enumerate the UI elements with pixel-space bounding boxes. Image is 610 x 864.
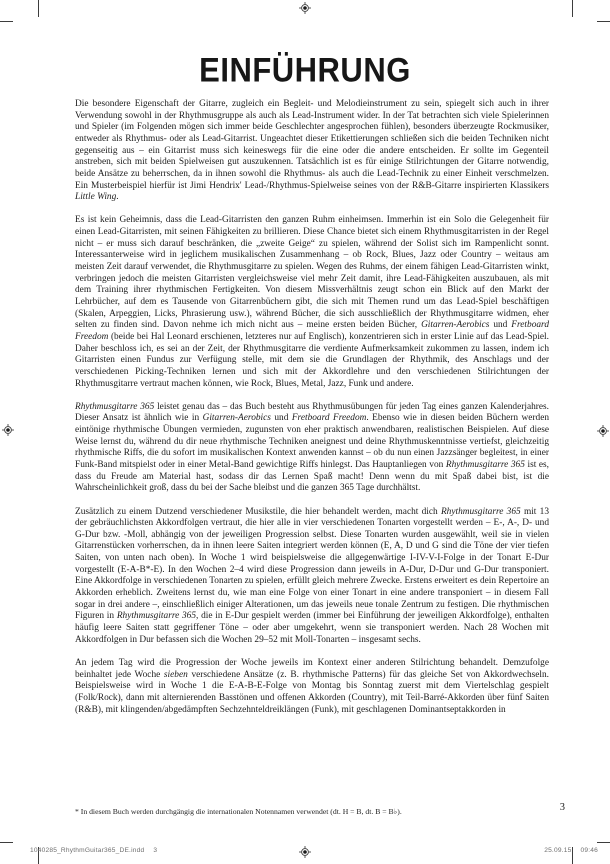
slug-time: 09:46 [580, 847, 598, 854]
crop-mark [0, 842, 13, 843]
registration-mark-icon [2, 424, 14, 436]
paragraph: Rhythmusgitarre 365 leistet genau das – das Buch besteht aus Rhythmusübungen für jeden Tag eines ganzen Kalenderjahres. Dieser Ansatz ist ähnlich wie in Gitarren-Aerobics und Fretboard Freedom. Ebenso wie in diesen beiden Büchern werden eintönige rhythmische Übungen vermieden, zugunsten von eher praktisch anwendbaren, realistischen Beispielen. Auf diese Weise lernst du, während du dir neue rhythmische Techniken aneignest und deine Rhythmuskenntnisse vertiefst, gleichzeitig rhythmische Riffs, die du sofort im musikalischen Kontext anwenden kannst – ob du nun einen Jazzsänger begleitest, in einer Funk-Band mitspielst oder in einer Metal-Band gewichtige Riffs hinlegst. Das Hauptanliegen von Rhythmusgitarre 365 ist es, dass du Freude am Material hast, sodass dir das Lernen Spaß macht! Denn wenn du mit Spaß dabei bist, ist die Wahrscheinlichkeit groß, dass du bei der Sache bleibst und die ganzen 365 Tage durchhältst. [75, 401, 550, 494]
slug-date: 25.09.15 [544, 847, 572, 854]
slug-line [30, 847, 157, 854]
crop-mark [38, 0, 39, 17]
page-title: EINFÜHRUNG [199, 50, 411, 90]
registration-mark-icon [299, 2, 311, 14]
article-body [75, 99, 549, 728]
slug-page: 3 [153, 847, 158, 854]
paragraph: An jedem Tag wird die Progression der Woche jeweils im Kontext einer anderen Stilrichtung behandelt. Demzufolge beinhaltet jede Woche sieben verschiedene Ansätze (z. B. rhythmische Patterns) für das gleiche Set von Akkordwechseln. Beispielsweise wird in Woche 1 die E-A-B-E-Folge von Montag bis Sonntag zuerst mit dem Viertelschlag gespielt (Folk/Rock), dann mit alternierenden Basstönen und offenen Akkorden (Country), mit Teil-Barré-Akkorden über fünf Saiten (R&B), mit klingenden/abgedämpften Sechzehnteldreiklängen (Funk), mit geschlagenen Dominantseptakkorden in [75, 657, 550, 715]
crop-mark [0, 21, 13, 22]
paragraph: Es ist kein Geheimnis, dass die Lead-Gitarristen den ganzen Ruhm einheimsen. Immerhin ist ein Solo die Gelegenheit für einen Lead-Gitarristen, mit seinen Fähigkeiten zu brillieren. Diese Chance bietet sich einem Rhythmusgitarristen in der Regel nicht – er muss sich darauf beschränken, die „zweite Geige“ zu spielen, während der Solist sich im Rampenlicht sonnt. Interessanterweise wird in jeglichem musikalischen Zusammenhang – ob Rock, Blues, Jazz oder Country – weitaus am meisten Zeit darauf verwendet, die Rhythmusgitarre zu spielen. Wegen des Ruhms, der einem fähigen Lead-Gitarristen winkt, verbringen jedoch die meisten Gitarristen vergleichsweise viel mehr Zeit damit, ihre Lead-Fähigkeiten auszubauen, als mit dem Training ihrer rhythmischen Fertigkeiten. Von diesem Missverhältnis zeugt schon ein Blick auf den Markt der Lehrbücher, auf dem es Tausende von Gitarrenbüchern gibt, die sich mit Themen rund um das Lead-Spiel beschäftigen (Skalen, Arpeggien, Licks, Phrasierung usw.), während Bücher, die sich ausschließlich der Rhythmusgitarre widmen, eher selten zu finden sind. Davon nehme ich mich nicht aus – meine ersten beiden Bücher, Gitarren-Aerobics und Fretboard Freedom (beide bei Hal Leonard erschienen, letzteres nur auf Englisch), konzentrieren sich in erster Linie auf das Lead-Spiel. Daher beschloss ich, es sei an der Zeit, der Rhythmusgitarre die verdiente Aufmerksamkeit zukommen zu lassen, indem ich Gitarristen einen Fundus zur Verfügung stelle, mit dem sie die Grundlagen der Rhythmik, des Anschlags und der verschiedenen Picking-Techniken lernen und sich mit der Akkordlehre und den verschiedenen Stilrichtungen der Rhythmusgitarre vertraut machen können, wie Rock, Blues, Metal, Jazz, Funk und andere. [75, 215, 549, 389]
paragraph: Zusätzlich zu einem Dutzend verschiedener Musikstile, die hier behandelt werden, macht dich Rhythmusgitarre 365 mit 13 der gebräuchlichsten Akkordfolgen vertraut, die hier alle in vier verschiedenen Tonarten vorgestellt werden – E-, A-, D- und G-Dur bzw. -Moll, abhängig von der jeweiligen Progression selbst. Diese Tonarten wurden ausgewählt, weil sie in vielen Gitarrenstücken vorherrschen, da in ihnen leere Saiten integriert werden können (E, A, D und G sind die Töne der vier tiefen Saiten, von unten nach oben). In Woche 1 wird beispielsweise die allgegenwärtige I-IV-V-I-Folge in der Tonart E-Dur vorgestellt (E-A-B*-E). In den Wochen 2–4 wird diese Progression dann jeweils in A-Dur, D-Dur und G-Dur transponiert. Eine Akkordfolge in verschiedenen Tonarten zu spielen, erfüllt gleich mehrere Zwecke. Erstens erweitert es dein Repertoire an Akkorden erheblich. Zweitens lernst du, wie man eine Folge von einer Tonart in eine andere transponiert – in diesem Fall sogar in drei andere –, einschließlich einiger Alterationen, um das jeweils neue tonale Zentrum zu festigen. Die rhythmischen Figuren in Rhythmusgitarre 365, die in E-Dur gespielt werden (immer bei Einführung der jeweiligen Akkordfolge), enthalten häufig leere Saiten statt gegriffener Töne – oder aber umgekehrt, wenn sie transponiert werden. Nach 28 Wochen mit Akkordfolgen in Dur befassen sich die Wochen 29–52 mit Moll-Tonarten – insgesamt sechs. [75, 506, 549, 645]
page-number: 3 [559, 802, 565, 813]
crop-mark [597, 21, 610, 22]
crop-mark [572, 0, 573, 17]
slug-datetime [544, 847, 598, 854]
footnote: * In diesem Buch werden durchgängig die internationalen Notennamen verwendet (dt. H = B, dt. B = B♭). [75, 807, 402, 816]
registration-mark-icon [597, 425, 609, 437]
paragraph: Die besondere Eigenschaft der Gitarre, zugleich ein Begleit- und Melodieinstrument zu sein, spiegelt sich auch in ihrer Verwendung sowohl in der Rhythmusgruppe als auch als Lead-Instrument wider. In der Tat betrachten sich viele Spielerinnen und Spieler (im Folgenden mögen sich immer beide Geschlechter angesprochen fühlen), besonders überzeugte Rockmusiker, entweder als Rhythmus- oder als Lead-Gitarrist. Ungeachtet dieser Etikettierungen schließen sich die beiden Techniken nicht gegenseitig aus – ein Gitarrist muss sich keineswegs für die eine oder die andere entscheiden. Er sollte im Gegenteil anstreben, sich mit beiden Spielweisen gut auszukennen. Tatsächlich ist es für einige Stilrichtungen der Gitarre notwendig, beide Ansätze zu beherrschen, da in ihnen sowohl die Rhythmus- als auch die Lead-Technik zu einer Einheit verschmelzen. Ein Musterbeispiel hierfür ist Jimi Hendrix' Lead-/Rhythmus-Spielweise seines von der R&B-Gitarre inspirierten Klassikers Little Wing. [75, 99, 549, 203]
crop-mark [597, 842, 610, 843]
slug-filename: 1040285_RhythmGuitar365_DE.indd [30, 847, 145, 854]
registration-mark-icon [299, 846, 311, 858]
